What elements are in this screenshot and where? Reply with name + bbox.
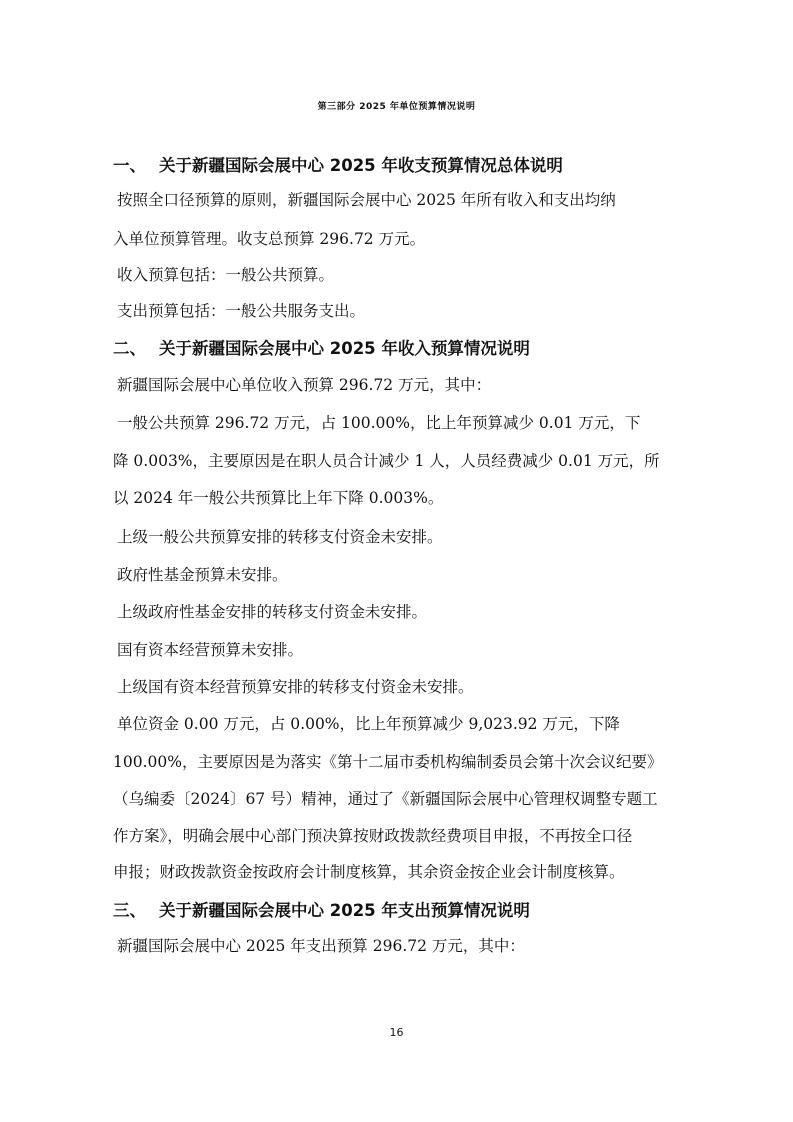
paragraph-line: 100.00%，主要原因是为落实《第十二届市委机构编制委员会第十次会议纪要》 bbox=[113, 753, 663, 771]
section-number: 一、 bbox=[113, 156, 146, 175]
paragraph-line: 单位资金 0.00 万元，占 0.00%，比上年预算减少 9,023.92 万元，下降 bbox=[117, 715, 620, 733]
paragraph-line: 新疆国际会展中心单位收入预算 296.72 万元，其中： bbox=[117, 376, 492, 394]
paragraph-line: 支出预算包括：一般公共服务支出。 bbox=[117, 302, 366, 320]
page-number: 16 bbox=[389, 1026, 404, 1039]
section-heading-1 bbox=[113, 153, 713, 179]
paragraph-line: 入单位预算管理。收支总预算 296.72 万元。 bbox=[113, 230, 426, 248]
paragraph-line: 上级一般公共预算安排的转移支付资金未安排。 bbox=[117, 528, 443, 546]
paragraph-line: 按照全口径预算的原则，新疆国际会展中心 2025 年所有收入和支出均纳 bbox=[117, 191, 616, 209]
section-number: 三、 bbox=[113, 901, 146, 920]
paragraph-line: 新疆国际会展中心 2025 年支出预算 296.72 万元，其中： bbox=[117, 937, 525, 955]
paragraph-line: 上级国有资本经营预算安排的转移支付资金未安排。 bbox=[117, 678, 474, 696]
section-heading-text: 关于新疆国际会展中心 2025 年收支预算情况总体说明 bbox=[159, 156, 563, 175]
page-title: 第三部分 2025 年单位预算情况说明 bbox=[317, 102, 476, 112]
section-heading-2 bbox=[113, 336, 713, 362]
paragraph-line: 一般公共预算 296.72 万元，占 100.00%，比上年预算减少 0.01 万元，下 bbox=[117, 414, 641, 432]
section-number: 二、 bbox=[113, 339, 146, 358]
section-heading-text: 关于新疆国际会展中心 2025 年支出预算情况说明 bbox=[159, 901, 530, 920]
paragraph-line: （乌编委〔2024〕67 号）精神，通过了《新疆国际会展中心管理权调整专题工 bbox=[113, 790, 658, 808]
paragraph-line: 降 0.003%，主要原因是在职人员合计减少 1 人，人员经费减少 0.01 万元，所 bbox=[113, 452, 660, 470]
paragraph-line: 国有资本经营预算未安排。 bbox=[117, 641, 304, 659]
paragraph-line: 作方案》，明确会展中心部门预决算按财政拨款经费项目申报，不再按全口径 bbox=[113, 827, 633, 845]
section-heading-text: 关于新疆国际会展中心 2025 年收入预算情况说明 bbox=[159, 339, 530, 358]
paragraph-line: 申报；财政拨款资金按政府会计制度核算，其余资金按企业会计制度核算。 bbox=[113, 863, 625, 881]
paragraph-line: 政府性基金预算未安排。 bbox=[117, 566, 288, 584]
section-heading-3 bbox=[113, 898, 713, 924]
paragraph-line: 以 2024 年一般公共预算比上年下降 0.003%。 bbox=[113, 489, 444, 507]
paragraph-line: 上级政府性基金安排的转移支付资金未安排。 bbox=[117, 603, 428, 621]
paragraph-line: 收入预算包括：一般公共预算。 bbox=[117, 266, 335, 284]
